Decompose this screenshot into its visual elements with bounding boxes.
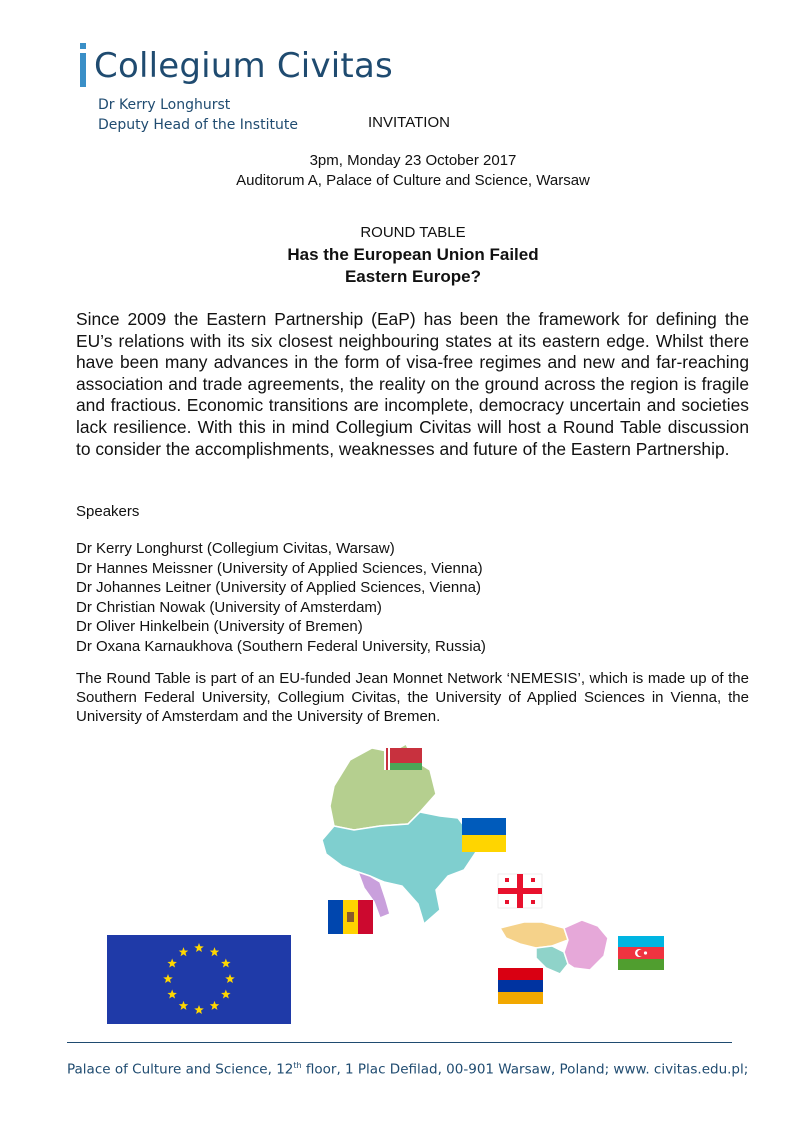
azerbaijan-flag <box>618 936 664 970</box>
eu-star-icon <box>194 943 204 952</box>
eu-star-icon <box>179 947 189 956</box>
eu-star-icon <box>167 990 177 999</box>
logo-text: Collegium Civitas <box>94 46 393 86</box>
event-details <box>0 151 800 191</box>
eu-star-icon <box>210 1001 220 1010</box>
eu-star-icon <box>167 959 177 968</box>
event-title-line1: Has the European Union Failed <box>287 245 539 264</box>
sender-block <box>98 95 298 135</box>
eu-star-icon <box>179 1001 189 1010</box>
eu-stars-icon <box>107 935 291 1024</box>
sender-name: Dr Kerry Longhurst <box>98 97 231 113</box>
azerbaijan-region <box>564 920 608 970</box>
georgia-region <box>500 922 568 948</box>
logo-mark-icon <box>80 53 86 87</box>
speaker-item: Dr Christian Nowak (University of Amsterdam) <box>76 598 382 616</box>
speakers-list <box>76 539 486 656</box>
eastern-partnership-map <box>320 742 670 1012</box>
invitation-heading: INVITATION <box>368 114 450 131</box>
sender-role: Deputy Head of the Institute <box>98 117 298 133</box>
event-title <box>0 244 800 288</box>
footer-ordinal: th <box>293 1061 302 1070</box>
eu-star-icon <box>225 974 235 983</box>
speaker-item: Dr Kerry Longhurst (Collegium Civitas, Warsaw) <box>76 540 395 557</box>
event-venue: Auditorum A, Palace of Culture and Science, Warsaw <box>236 172 590 189</box>
event-title-line2: Eastern Europe? <box>344 267 482 286</box>
belarus-flag <box>384 748 422 770</box>
eu-star-icon <box>163 974 173 983</box>
georgia-flag <box>498 874 542 908</box>
event-time: 3pm, Monday 23 October 2017 <box>309 152 517 169</box>
footer-address-end: floor, 1 Plac Defilad, 00-901 Warsaw, Poland; www. civitas.edu.pl; <box>301 1061 749 1078</box>
eu-star-icon <box>194 1005 204 1014</box>
speaker-item: Dr Oxana Karnaukhova (Southern Federal University, Russia) <box>76 637 486 655</box>
event-type: ROUND TABLE <box>360 224 466 241</box>
footer-address-start: Palace of Culture and Science, 12 <box>67 1061 294 1078</box>
network-note: The Round Table is part of an EU-funded Jean Monnet Network ‘NEMESIS’, which is made up of the Southern Federal University, Collegium Civitas, the University of Applied Sciences in Vienna, the University of Amsterdam and the University of Bremen. <box>76 670 749 725</box>
collegium-civitas-logo <box>80 45 393 87</box>
intro-paragraph: Since 2009 the Eastern Partnership (EaP) has been the framework for defining the EU’s relations with its six closest neighbouring states at its eastern edge. Whilst there have been many advances in the form of visa-free regimes and new and far-reaching association and trade agreements, the reality on the ground across the region is fragile and fractious. Economic transitions are incomplete, democracy uncertain and societies lack resilience. With this in mind Collegium Civitas will host a Round Table discussion to consider the accomplishments, weaknesses and future of the Eastern Partnership. <box>76 309 749 459</box>
armenia-flag <box>498 968 543 1004</box>
ukraine-flag <box>462 818 506 852</box>
speaker-item: Dr Oliver Hinkelbein (University of Bremen) <box>76 618 363 635</box>
footer-address <box>67 1061 748 1078</box>
moldova-flag <box>328 900 373 934</box>
eu-star-icon <box>221 959 231 968</box>
footer-divider <box>67 1042 732 1043</box>
speakers-heading: Speakers <box>76 503 140 520</box>
eu-flag <box>107 935 291 1024</box>
speaker-item: Dr Hannes Meissner (University of Applied Sciences, Vienna) <box>76 559 483 577</box>
eu-star-icon <box>221 990 231 999</box>
eu-star-icon <box>210 947 220 956</box>
speaker-item: Dr Johannes Leitner (University of Applied Sciences, Vienna) <box>76 579 481 596</box>
